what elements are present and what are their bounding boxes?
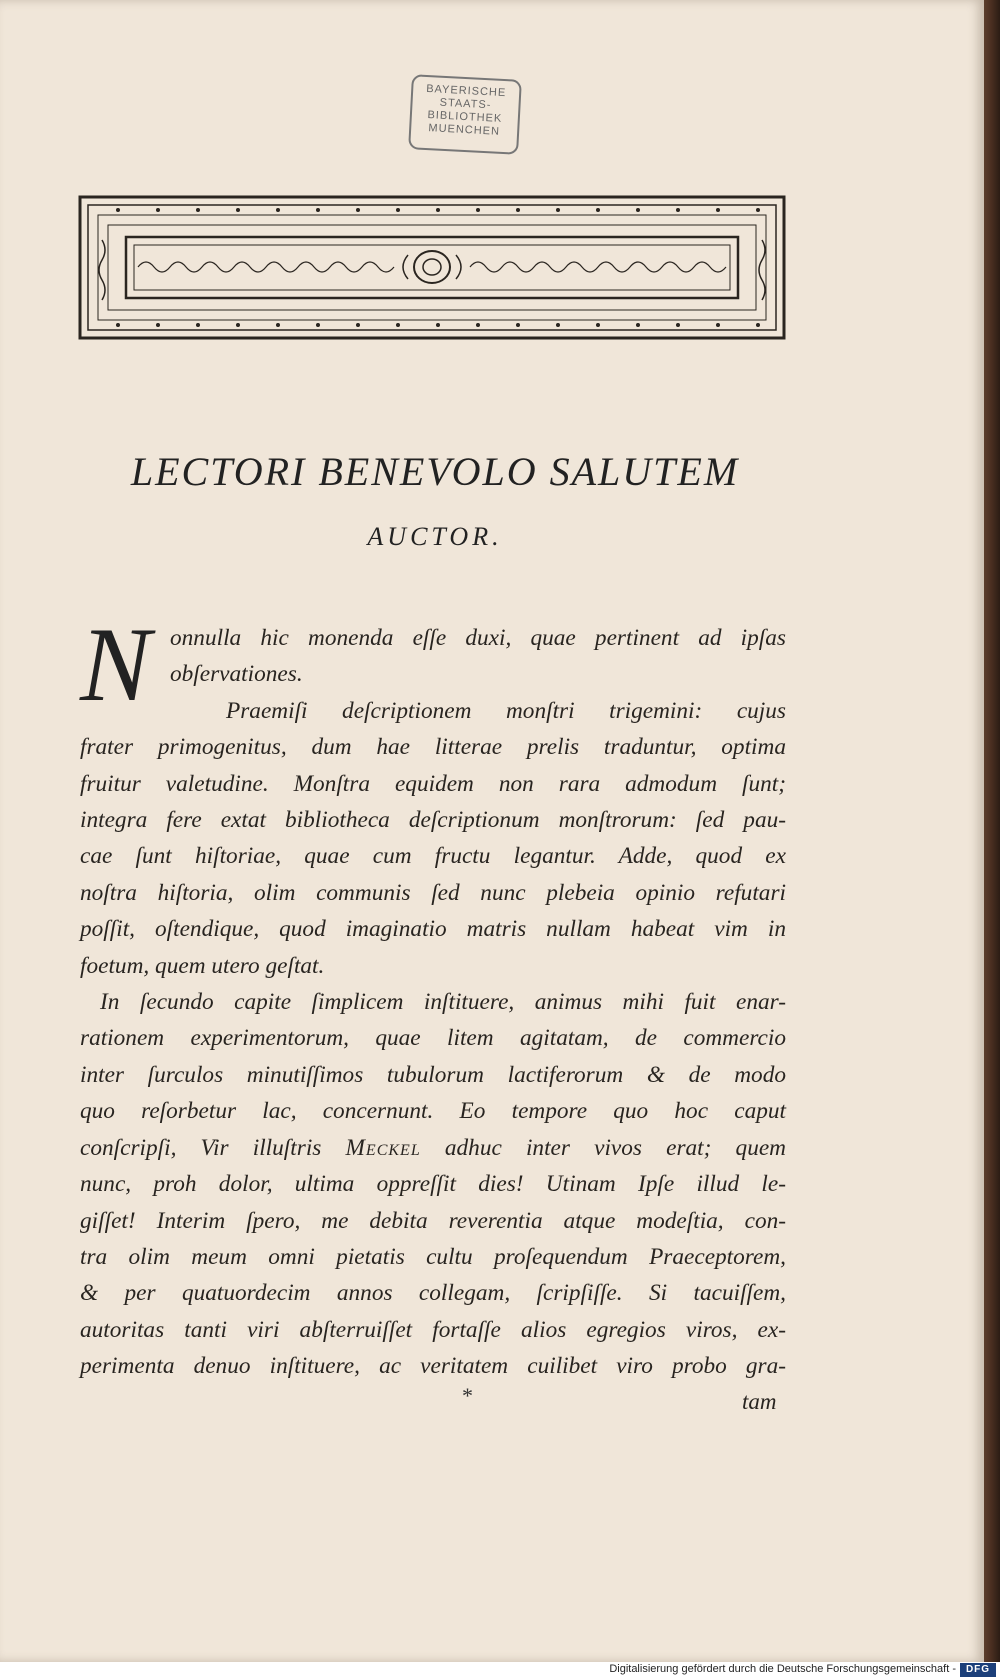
text-line: foetum, quem utero geſtat. [80,952,325,979]
stamp-line: BIBLIOTHEK [427,109,503,125]
text-line: frater primogenitus, dum hae litterae prelis traduntur, optima [80,734,786,761]
stamp-line: MUENCHEN [428,122,501,138]
body-text [80,620,786,1385]
dfg-logo: DFG [960,1663,996,1677]
person-name: Meckel [345,1134,421,1161]
text-segment: conſcripſi, Vir illuſtris [80,1134,322,1161]
text-line [80,1130,786,1166]
text-line: fruitur valetudine. Monſtra equidem non rara admodum ſunt; [80,770,786,797]
text-line: Praemiſi deſcriptionem monſtri trigemini: cujus [226,697,786,724]
text-line: perimenta denuo inſtituere, ac veritatem cuilibet viro probo gra- [80,1353,786,1380]
text-line: obſervationes. [170,661,303,688]
funding-credit: Digitalisierung gefördert durch die Deutsche Forschungsgemeinschaft - [609,1663,956,1675]
text-segment: adhuc inter vivos erat; quem [444,1134,787,1161]
catchword: tam [742,1389,777,1414]
text-line: giſſet! Interim ſpero, me debita reverentia atque modeſtia, con- [80,1207,786,1234]
text-line: rationem experimentorum, quae litem agitatam, de commercio [80,1025,786,1052]
library-stamp [408,74,522,155]
text-line: & per quatuordecim annos collegam, ſcripſiſſe. Si tacuiſſem, [80,1280,786,1307]
stamp-line: STAATS- [439,96,492,112]
text-line: inter ſurculos minutiſſimos tubulorum lactiferorum & de modo [80,1061,786,1088]
text-line: poſſit, oſtendique, quod imaginatio matris nullam habeat vim in [80,916,786,943]
text-line: noſtra hiſtoria, olim communis ſed nunc plebeia opinio refutari [80,879,786,906]
text-line: onnulla hic monenda eſſe duxi, quae pertinent ad ipſas [170,625,786,651]
text-line: tra olim meum omni pietatis cultu proſequendum Praeceptorem, [80,1243,786,1270]
text-line: cae ſunt hiſtoriae, quae cum fructu legantur. Adde, quod ex [80,843,786,870]
text-line: integra fere extat bibliotheca deſcriptionum monſtrorum: ſed pau- [80,807,786,834]
stamp-line: BAYERISCHE [425,82,507,100]
headpiece-ornament [78,195,786,340]
text-line: quo reſorbetur lac, concernunt. Eo tempore quo hoc caput [80,1098,786,1125]
text-line: In ſecundo capite ſimplicem inſtituere, animus mihi fuit enar- [100,989,786,1016]
signature-mark: * [462,1383,473,1408]
drop-cap: N [80,606,151,723]
page-subtitle: AUCTOR. [367,522,503,551]
page-title: LECTORI BENEVOLO SALUTEM [130,449,740,494]
text-line: nunc, proh dolor, ultima oppreſſit dies! Utinam Ipſe illud le- [80,1171,786,1198]
text-line: autoritas tanti viri abſterruiſſet fortaſſe alios egregios viros, ex- [80,1316,786,1343]
